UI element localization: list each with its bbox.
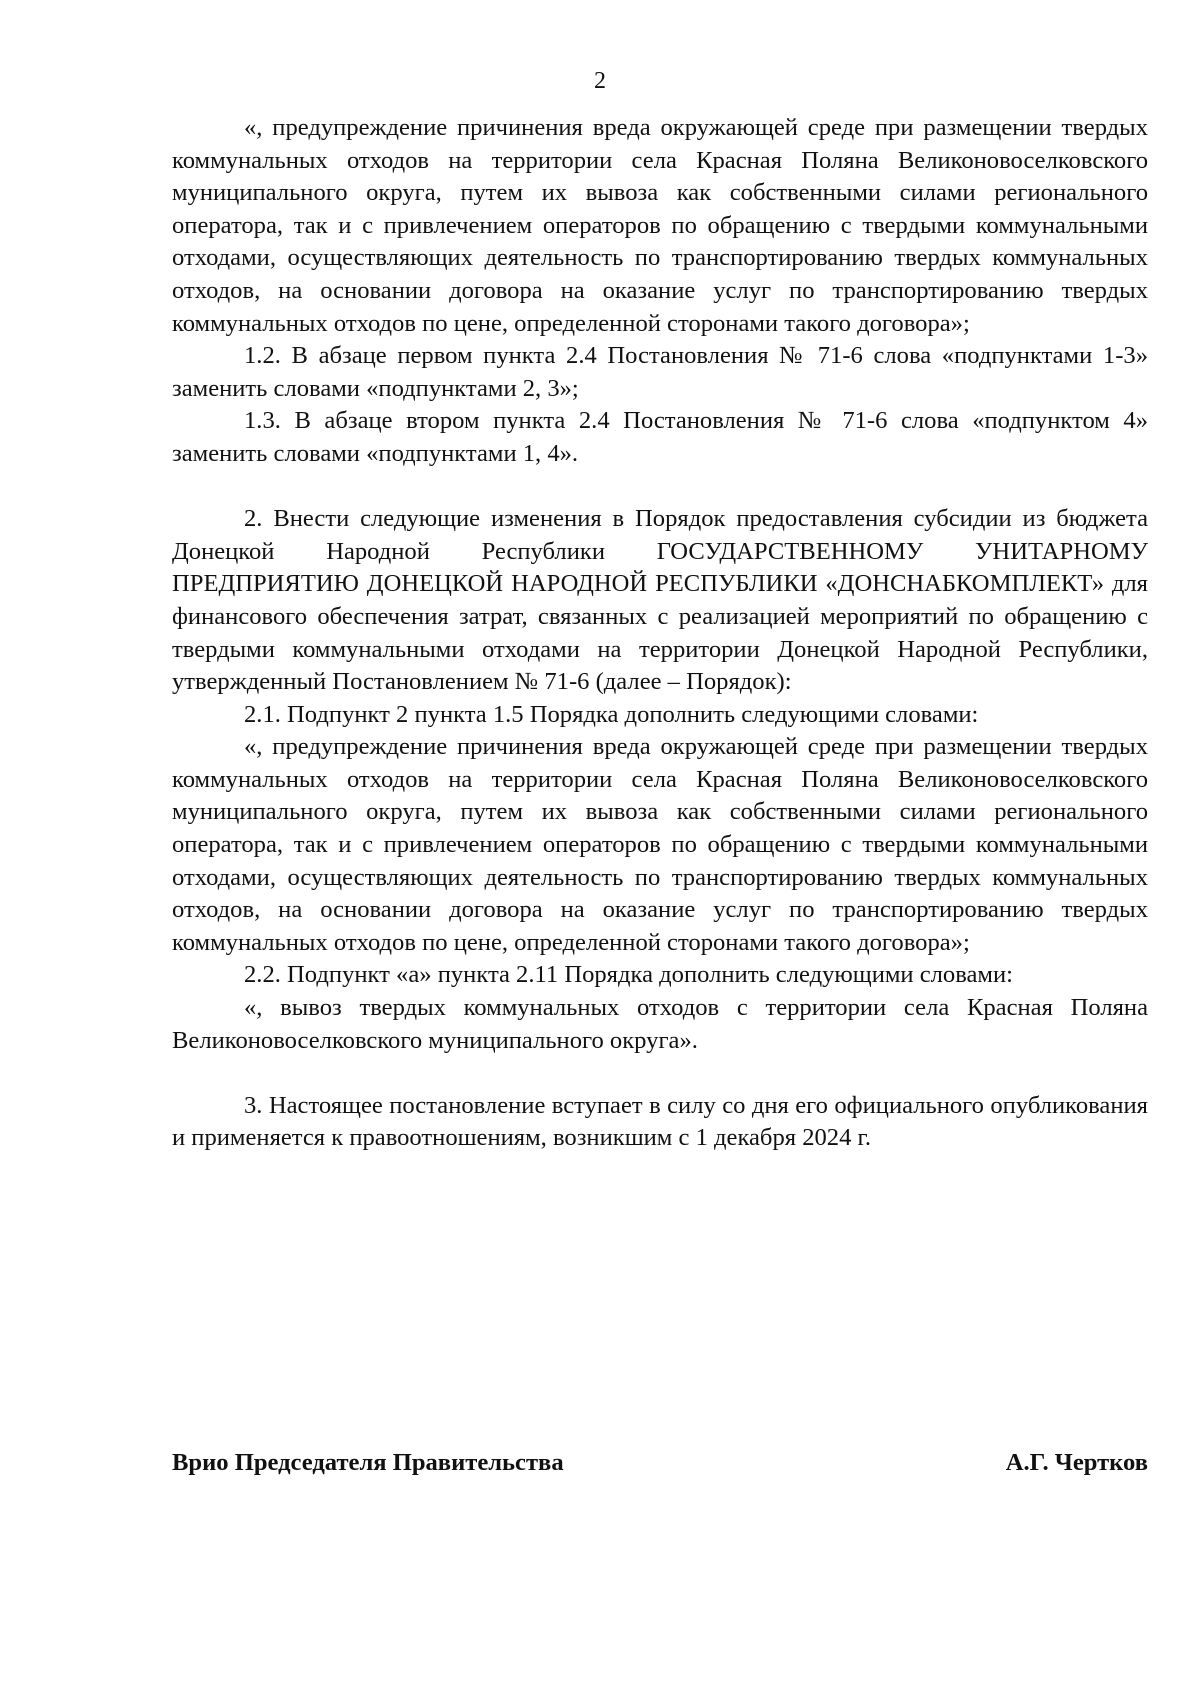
- paragraph-amendment-quote-1: «, предупреждение причинения вреда окружающей среде при размещении твердых коммунальных отходов на территории села Красная Поляна Великоновоселковского муниципального округа, путем их вывоза как собственными силами регионального оператора, так и с привлечением операторов по обращению с твердыми коммунальными отходами, осуществляющих деятельность по транспортированию твердых коммунальных отходов, на основании договора на оказание услуг по транспортированию твердых коммунальных отходов по цене, определенной сторонами такого договора»;: [172, 114, 1148, 337]
- paragraph-amendment-quote-3: «, вывоз твердых коммунальных отходов с территории села Красная Поляна Великоновоселковского муниципального округа».: [172, 994, 1148, 1054]
- paragraph-3: 3. Настоящее постановление вступает в силу со дня его официального опубликования и применяется к правоотношениям, возникшим с 1 декабря 2024 г.: [172, 1091, 1148, 1152]
- signatory-name: А.Г. Чертков: [1005, 1449, 1148, 1476]
- document-body: [172, 112, 1148, 1155]
- signature-block: [172, 1447, 1148, 1479]
- paragraph-2-1: 2.1. Подпункт 2 пункта 1.5 Порядка дополнить следующими словами:: [244, 700, 979, 728]
- page-number: 2: [594, 68, 606, 94]
- paragraph-amendment-quote-2: «, предупреждение причинения вреда окружающей среде при размещении твердых коммунальных отходов на территории села Красная Поляна Великоновоселковского муниципального округа, путем их вывоза как собственными силами регионального оператора, так и с привлечением операторов по обращению с твердыми коммунальными отходами, осуществляющих деятельность по транспортированию твердых коммунальных отходов, на основании договора на оказание услуг по транспортированию твердых коммунальных отходов по цене, определенной сторонами такого договора»;: [172, 733, 1148, 956]
- paragraph-2-2: 2.2. Подпункт «а» пункта 2.11 Порядка дополнить следующими словами:: [244, 961, 1013, 989]
- paragraph-2: 2. Внести следующие изменения в Порядок предоставления субсидии из бюджета Донецкой Народной Республики ГОСУДАРСТВЕННОМУ УНИТАРНОМУ ПРЕДПРИЯТИЮ ДОНЕЦКОЙ НАРОДНОЙ РЕСПУБЛИКИ «ДОНСНАБКОМПЛЕКТ» для финансового обеспечения затрат, связанных с реализацией мероприятий по обращению с твердыми коммунальными отходами на территории Донецкой Народной Республики, утвержденный Постановлением № 71-6 (далее – Порядок):: [172, 505, 1148, 696]
- paragraph-1-2: 1.2. В абзаце первом пункта 2.4 Постановления № 71-6 слова «подпунктами 1-3» заменить словами «подпунктами 2, 3»;: [172, 342, 1148, 402]
- paragraph-1-3: 1.3. В абзаце втором пункта 2.4 Постановления № 71-6 слова «подпунктом 4» заменить словами «подпунктами 1, 4».: [172, 407, 1148, 467]
- signatory-position: Врио Председателя Правительства: [172, 1449, 564, 1476]
